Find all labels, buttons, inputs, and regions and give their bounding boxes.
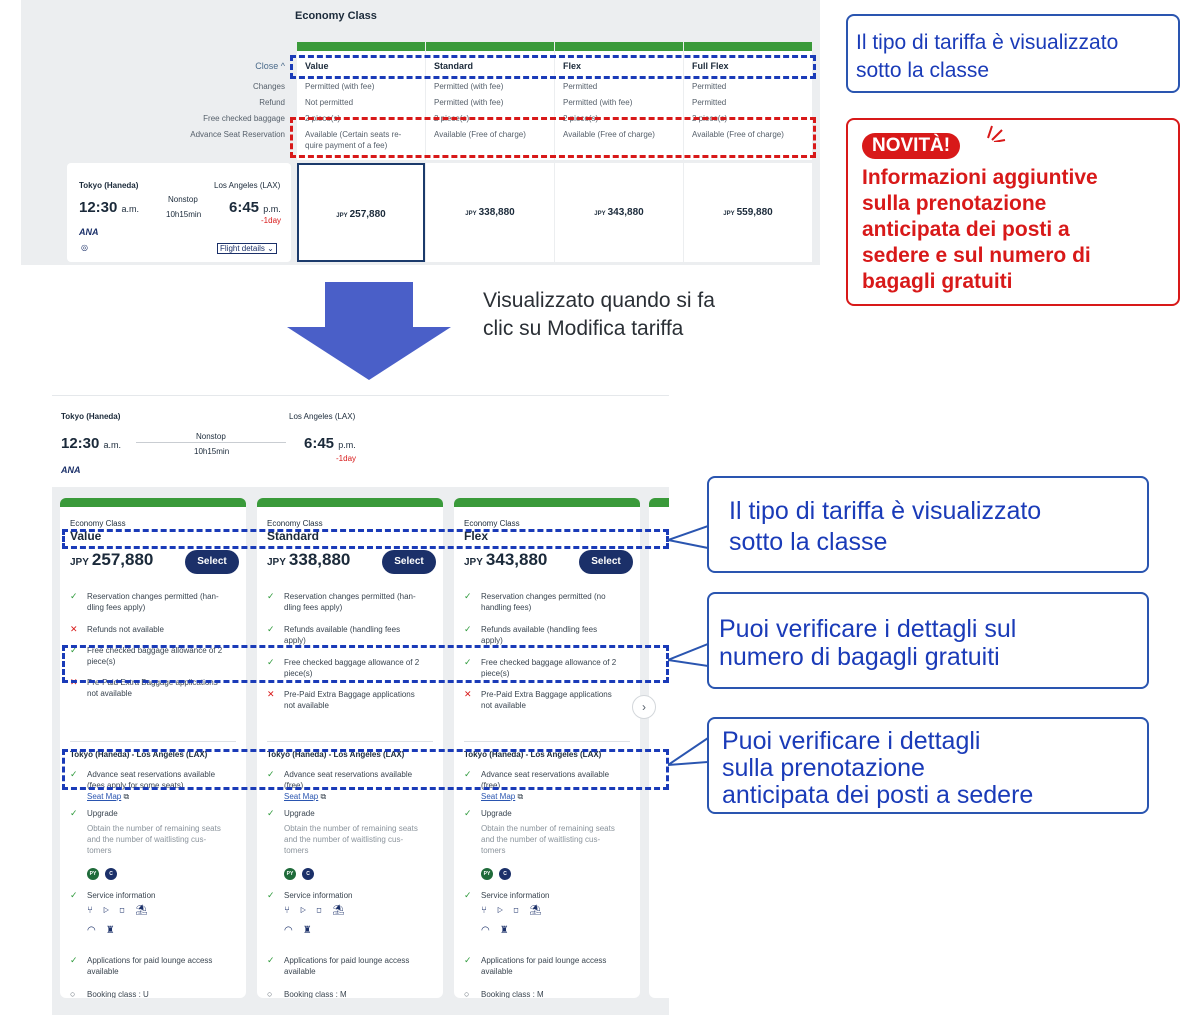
card-class: Economy Class xyxy=(464,519,520,528)
wifi-icon: ◎ xyxy=(81,243,88,252)
highlight-fare-type-top xyxy=(290,55,816,79)
route-label: Tokyo (Haneda) - Los Angeles (LAX) xyxy=(267,750,405,759)
booking-class: ○ Booking class : M xyxy=(267,989,347,998)
fare-name: Value xyxy=(305,61,329,71)
seat-item: ✓ Advance seat reservations available (free) xyxy=(267,769,413,790)
destination: Los Angeles (LAX) xyxy=(214,181,281,190)
card-class: Economy Class xyxy=(267,519,323,528)
service-item: ✓ Service information xyxy=(464,890,550,900)
cross-icon: ✕ xyxy=(267,689,275,699)
card-price: JPY 343,880 xyxy=(464,550,548,569)
service-item: ✓ Service information xyxy=(70,890,156,900)
upgrade-sub: Obtain the number of remaining seats and the number of waitlisting cus- tomers xyxy=(481,824,615,855)
check-icon: ✓ xyxy=(267,657,275,667)
check-icon: ✓ xyxy=(464,624,472,634)
check-icon: ✓ xyxy=(267,769,275,779)
fare-name: Flex xyxy=(563,61,582,71)
fare-card-partial xyxy=(649,498,669,998)
fare-seat: Available (Certain seats re- quire payment of a fee) xyxy=(305,130,402,150)
upgrade-sub: Obtain the number of remaining seats and the number of waitlisting cus- tomers xyxy=(87,824,221,855)
duration: 10h15min xyxy=(194,447,230,456)
arrival-time: 6:45 p.m. xyxy=(304,435,356,452)
route-label: Tokyo (Haneda) - Los Angeles (LAX) xyxy=(464,750,602,759)
row-label-seat: Advance Seat Reservation xyxy=(190,130,285,139)
fare-baggage: 2 piece(s) xyxy=(305,114,341,123)
fare-baggage: 2 piece(s) xyxy=(563,114,599,123)
check-icon: ✓ xyxy=(464,808,472,818)
check-icon: ✓ xyxy=(464,591,472,601)
duration: 10h15min xyxy=(166,210,202,219)
upgrade-item: ✓ Upgrade xyxy=(267,808,315,818)
stops: Nonstop xyxy=(168,195,198,204)
refund-item: ✓ Refunds available (handling fees apply) xyxy=(267,624,401,645)
cabin-badges: PY C xyxy=(284,862,320,880)
fare-refund: Permitted xyxy=(692,98,727,107)
seat-map-link[interactable]: Seat Map ⧉ xyxy=(87,792,130,801)
check-icon: ✓ xyxy=(464,890,472,900)
price-value[interactable]: JPY 257,880 xyxy=(297,163,425,262)
close-link[interactable]: Close ^ xyxy=(255,61,285,71)
changes-item: ✓ Reservation changes permitted (han- dling fees apply) xyxy=(267,591,416,612)
check-icon: ✓ xyxy=(267,955,275,965)
check-icon: ✓ xyxy=(464,657,472,667)
sparkle-icon xyxy=(984,122,1006,142)
prepaid-item: ✕ Pre-Paid Extra Baggage applications not available xyxy=(464,689,612,710)
highlight-new-info xyxy=(290,117,816,158)
service-item: ✓ Service information xyxy=(267,890,353,900)
highlight-seat xyxy=(62,749,669,790)
seat-item: ✓ Advance seat reservations available (free) xyxy=(464,769,610,790)
check-icon: ✓ xyxy=(70,645,78,655)
ana-logo: ANA xyxy=(79,227,99,237)
callout-seat: Puoi verificare i dettagli sulla prenotazione anticipata dei posti a sedere xyxy=(707,717,1149,814)
row-label-refund: Refund xyxy=(259,98,285,107)
service-icons: ⑂▷◻⛱ xyxy=(87,905,158,916)
cabin-badges: PY C xyxy=(481,862,517,880)
check-icon: ✓ xyxy=(70,890,78,900)
row-label-changes: Changes xyxy=(252,82,285,91)
seat-map-link[interactable]: Seat Map ⧉ xyxy=(284,792,327,801)
callout-fare-type-top: Il tipo di tariffa è visualizzato sotto la classe xyxy=(846,14,1180,93)
select-button[interactable]: Select xyxy=(382,550,436,574)
cabin-badges: PY C xyxy=(87,862,123,880)
row-label-baggage: Free checked baggage xyxy=(203,114,285,123)
check-icon: ✓ xyxy=(70,769,78,779)
cross-icon: ✕ xyxy=(70,624,78,634)
card-price: JPY 257,880 xyxy=(70,550,154,569)
fare-changes: Permitted (with fee) xyxy=(434,82,504,91)
baggage-item: ✓ Free checked baggage allowance of 2 piece(s) xyxy=(267,657,420,678)
card-fare-name: Flex xyxy=(464,529,489,543)
service-icons-row2: ◠♜ xyxy=(481,925,519,936)
card-class: Economy Class xyxy=(70,519,126,528)
seat-item: ✓ Advance seat reservations available (fees apply for some seats) xyxy=(70,769,216,790)
lounge-item: ✓ Applications for paid lounge access available xyxy=(267,955,410,976)
booking-class: ○ Booking class : U xyxy=(70,989,149,998)
fare-card-standard xyxy=(257,498,443,998)
day-offset: -1day xyxy=(261,216,282,225)
check-icon: ✓ xyxy=(70,808,78,818)
callout-novita: NOVITÀ! Informazioni aggiuntive sulla prenotazione anticipata dei posti a sedere e sul numero di bagagli gratuiti xyxy=(846,118,1180,306)
select-button[interactable]: Select xyxy=(185,550,239,574)
service-icons: ⑂▷◻⛱ xyxy=(284,905,355,916)
highlight-baggage xyxy=(62,645,669,683)
fare-changes: Permitted xyxy=(563,82,598,91)
ana-logo: ANA xyxy=(61,465,81,475)
lounge-item: ✓ Applications for paid lounge access available xyxy=(464,955,607,976)
service-icons-row2: ◠♜ xyxy=(284,925,322,936)
refund-item: ✓ Refunds available (handling fees apply) xyxy=(464,624,598,645)
check-icon: ✓ xyxy=(267,808,275,818)
price-flex[interactable]: JPY 343,880 xyxy=(555,163,683,262)
route-line xyxy=(136,442,286,443)
check-icon: ✓ xyxy=(464,769,472,779)
card-price: JPY 338,880 xyxy=(267,550,351,569)
card-fare-name: Value xyxy=(70,529,102,543)
fare-card-value xyxy=(60,498,246,998)
upgrade-sub: Obtain the number of remaining seats and the number of waitlisting cus- tomers xyxy=(284,824,418,855)
booking-class: ○ Booking class : M xyxy=(464,989,544,998)
check-icon: ✓ xyxy=(464,955,472,965)
fare-seat: Available (Free of charge) xyxy=(434,130,526,139)
callout-fare-type-bottom: Il tipo di tariffa è visualizzato sotto la classe xyxy=(707,476,1149,573)
check-icon: ✓ xyxy=(70,955,78,965)
cross-icon: ✕ xyxy=(70,677,78,687)
down-arrow-icon xyxy=(287,282,451,380)
fare-detail-panel xyxy=(52,395,669,1015)
price-full-flex[interactable]: JPY 559,880 xyxy=(684,163,812,262)
highlight-fare-type-bottom xyxy=(62,529,669,549)
fare-seat: Available (Free of charge) xyxy=(692,130,784,139)
upgrade-item: ✓ Upgrade xyxy=(70,808,118,818)
novita-badge: NOVITÀ! xyxy=(862,133,960,159)
fare-seat: Available (Free of charge) xyxy=(563,130,655,139)
flight-card xyxy=(67,163,291,262)
chevron-right-icon[interactable]: › xyxy=(632,695,656,719)
card-fare-name: Standard xyxy=(267,529,320,543)
baggage-item: ✓ Free checked baggage allowance of 2 piece(s) xyxy=(70,645,223,666)
fare-baggage: 2 piece(s) xyxy=(434,114,470,123)
prepaid-item: ✕ Pre-Paid Extra Baggage applications not available xyxy=(70,677,218,698)
fare-refund: Permitted (with fee) xyxy=(434,98,504,107)
departure-time: 12:30 a.m. xyxy=(61,435,122,452)
cross-icon: ✕ xyxy=(464,689,472,699)
fare-name: Standard xyxy=(434,61,474,71)
class-title: Economy Class xyxy=(295,10,377,22)
arrival-time: 6:45 p.m. xyxy=(229,199,281,216)
fare-card-flex xyxy=(454,498,640,998)
day-offset: -1day xyxy=(336,454,357,463)
check-icon: ✓ xyxy=(267,890,275,900)
upgrade-item: ✓ Upgrade xyxy=(464,808,512,818)
service-icons-row2: ◠♜ xyxy=(87,925,125,936)
seat-map-link[interactable]: Seat Map ⧉ xyxy=(481,792,524,801)
select-button[interactable]: Select xyxy=(579,550,633,574)
check-icon: ✓ xyxy=(70,591,78,601)
fare-refund: Not permitted xyxy=(305,98,354,107)
fare-changes: Permitted xyxy=(692,82,727,91)
arrow-caption: Visualizzato quando si fa clic su Modifica tariffa xyxy=(483,289,715,340)
callout-connectors xyxy=(668,520,710,780)
fare-refund: Permitted (with fee) xyxy=(563,98,633,107)
price-standard[interactable]: JPY 338,880 xyxy=(426,163,554,262)
destination: Los Angeles (LAX) xyxy=(289,412,356,421)
flight-details-button[interactable]: Flight details ⌄ xyxy=(217,243,277,254)
fare-name: Full Flex xyxy=(692,61,729,71)
service-icons: ⑂▷◻⛱ xyxy=(481,905,552,916)
callout-baggage: Puoi verificare i dettagli sul numero di bagagli gratuiti xyxy=(707,592,1149,689)
changes-item: ✓ Reservation changes permitted (han- dling fees apply) xyxy=(70,591,219,612)
origin: Tokyo (Haneda) xyxy=(61,412,121,421)
baggage-item: ✓ Free checked baggage allowance of 2 piece(s) xyxy=(464,657,617,678)
lounge-item: ✓ Applications for paid lounge access available xyxy=(70,955,213,976)
origin: Tokyo (Haneda) xyxy=(79,181,139,190)
check-icon: ✓ xyxy=(267,624,275,634)
refund-item: ✕ Refunds not available xyxy=(70,624,164,634)
stops: Nonstop xyxy=(196,432,226,441)
check-icon: ✓ xyxy=(267,591,275,601)
changes-item: ✓ Reservation changes permitted (no handling fees) xyxy=(464,591,606,612)
fare-baggage: 2 piece(s) xyxy=(692,114,728,123)
fare-changes: Permitted (with fee) xyxy=(305,82,375,91)
route-label: Tokyo (Haneda) - Los Angeles (LAX) xyxy=(70,750,208,759)
departure-time: 12:30 a.m. xyxy=(79,199,140,216)
prepaid-item: ✕ Pre-Paid Extra Baggage applications not available xyxy=(267,689,415,710)
